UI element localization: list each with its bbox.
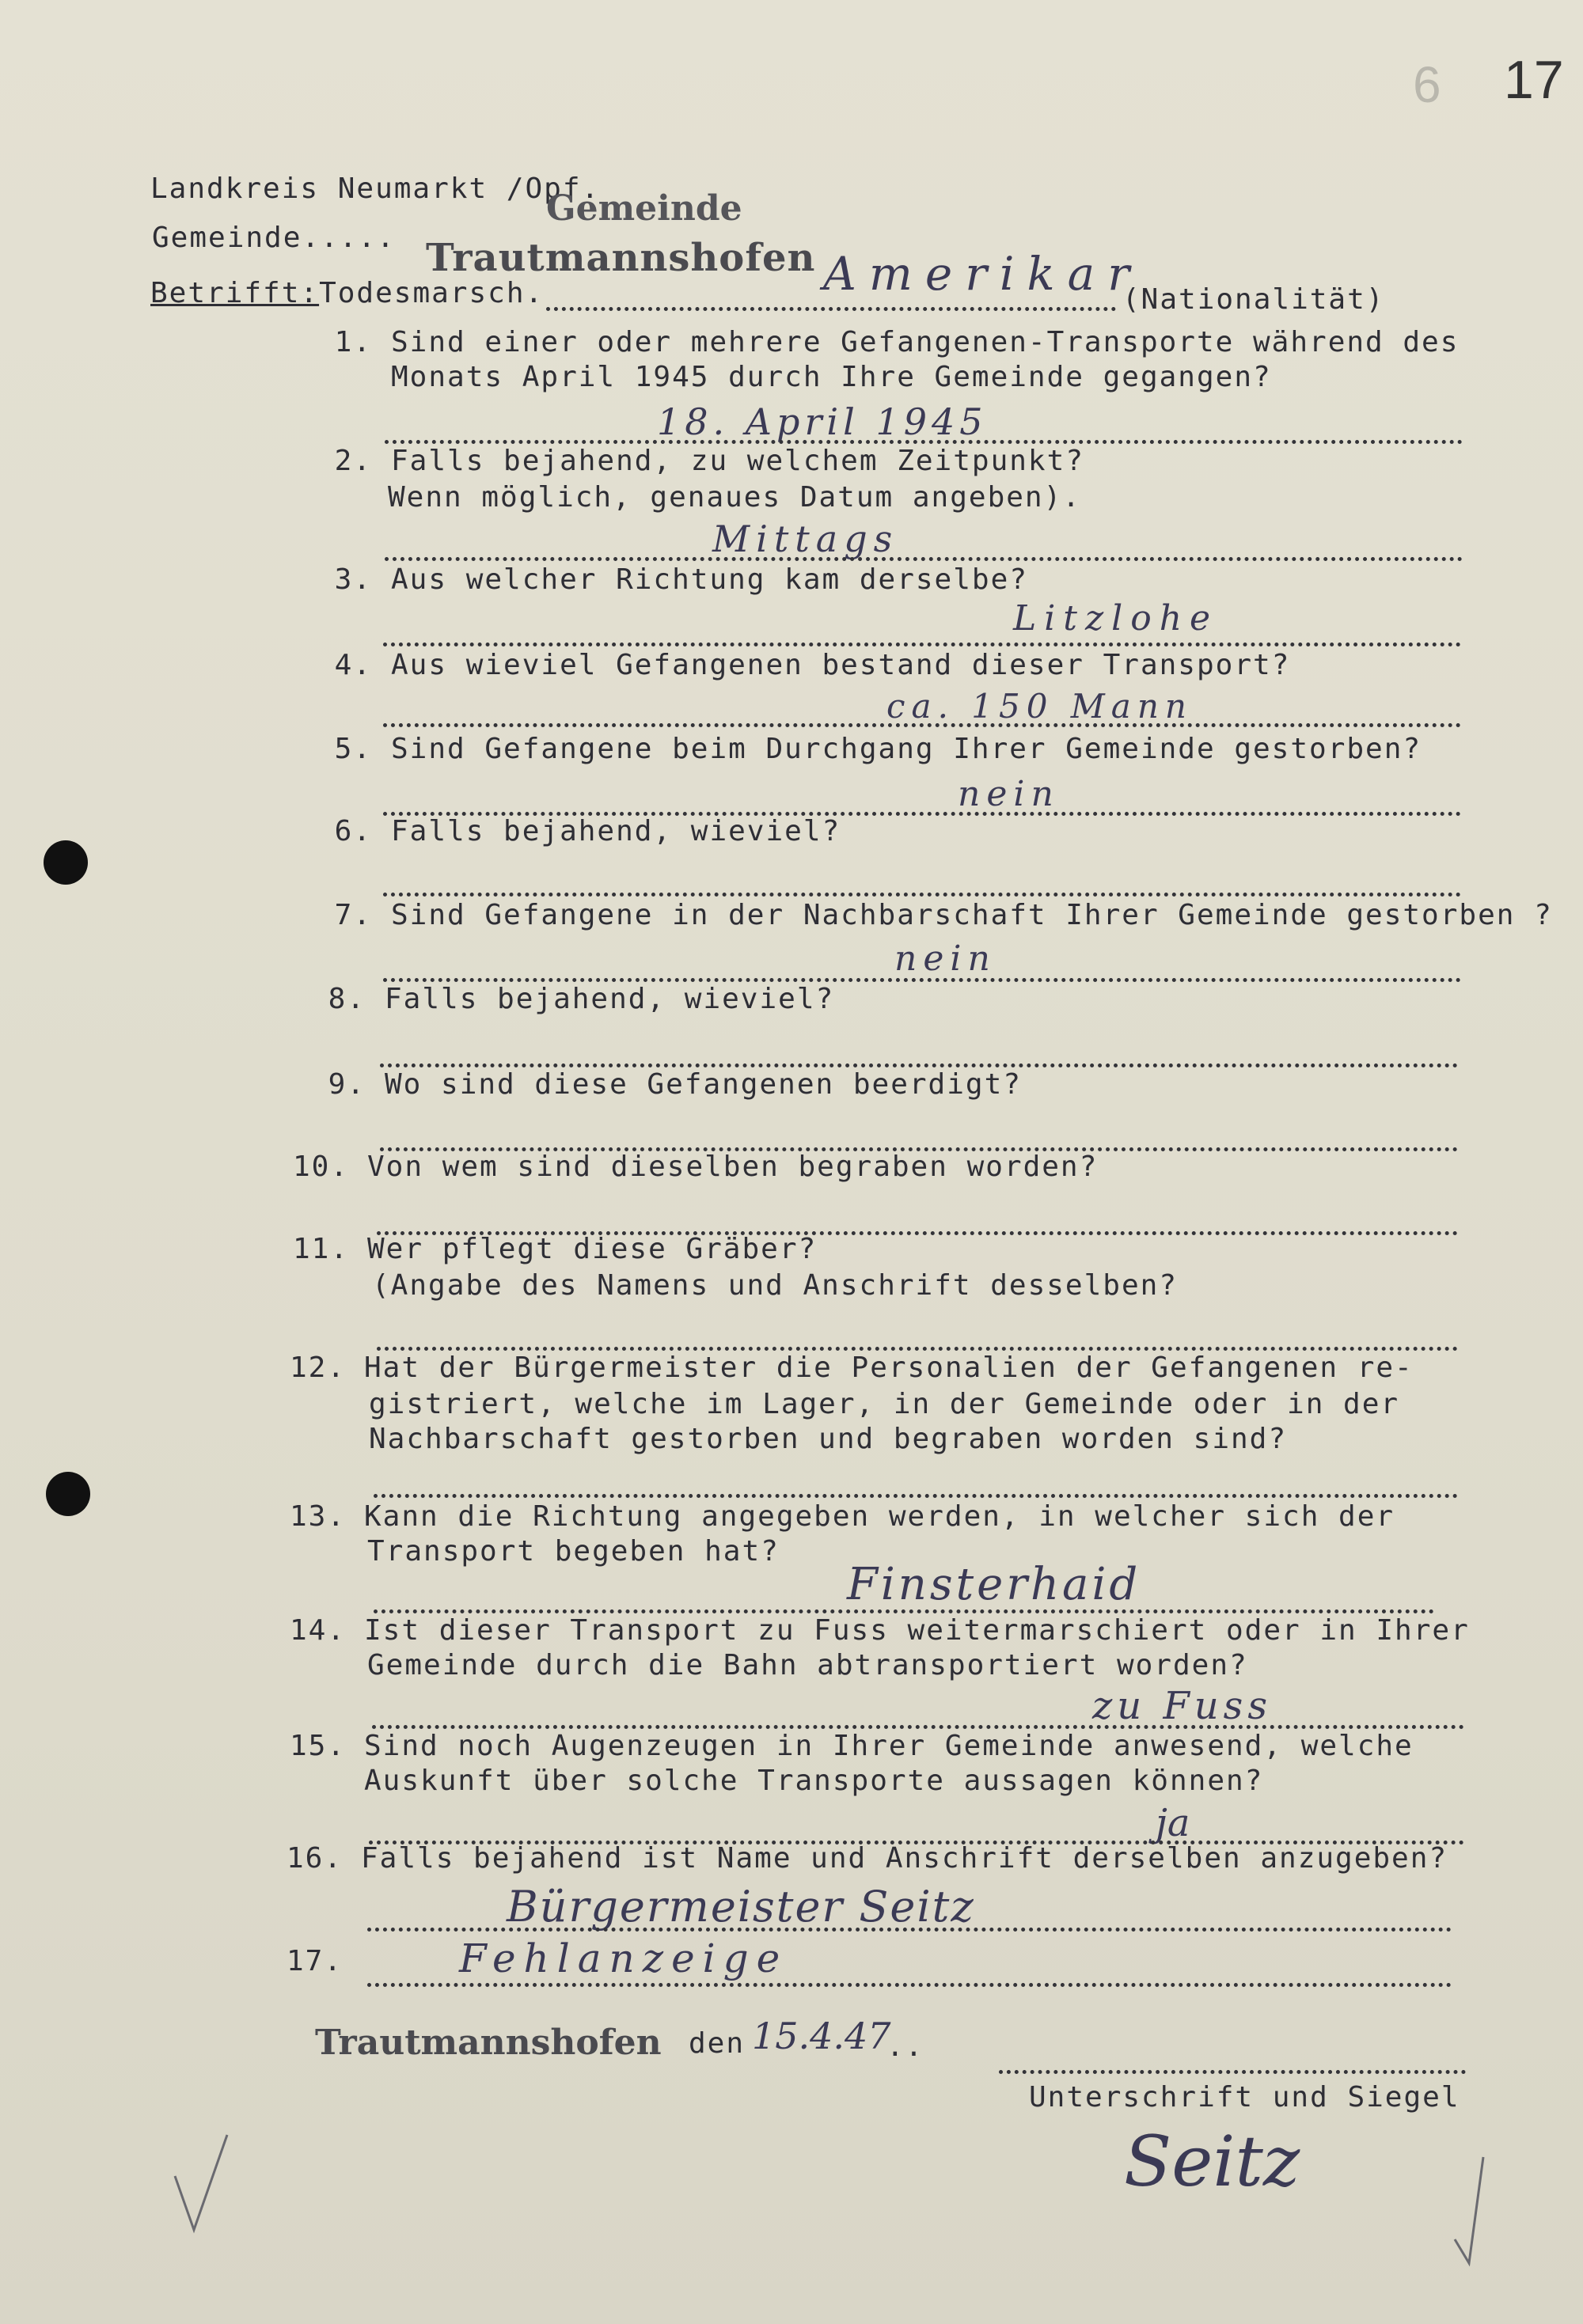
gemeinde-label: Gemeinde..... [152, 222, 396, 254]
question-4 [317, 649, 1290, 681]
question-text: Falls bejahend, wieviel? [391, 815, 841, 847]
question-11 [293, 1233, 817, 1265]
question-text: Sind noch Augenzeugen in Ihrer Gemeinde anwesend, welche [364, 1730, 1414, 1762]
answer-6-dotted-line [383, 893, 1461, 897]
question-number: 2. [334, 445, 372, 477]
answer-3: Litzlohe [1013, 598, 1219, 639]
question-number: 15. [290, 1730, 347, 1762]
answer-4-dotted-line [383, 723, 1461, 727]
question-5 [317, 733, 1422, 765]
place-stamp: Trautmannshofen [315, 2023, 662, 2063]
question-text: Falls bejahend ist Name und Anschrift derselben anzugeben? [361, 1842, 1448, 1875]
question-number: 3. [334, 563, 372, 596]
punch-hole-bottom [46, 1472, 90, 1516]
question-12-line-3: Nachbarschaft gestorben und begraben worden sind? [369, 1423, 1288, 1455]
betrifft-line [150, 277, 544, 309]
answer-16-dotted-line [367, 1928, 1452, 1932]
question-8 [310, 983, 834, 1015]
answer-8-dotted-line [380, 1063, 1458, 1067]
answer-1-dotted-line [385, 440, 1463, 444]
question-number: 12. [290, 1352, 347, 1384]
question-text: Hat der Bürgermeister die Personalien der Gefangenen re- [364, 1352, 1414, 1384]
page-number: 17 [1504, 50, 1564, 110]
question-7 [317, 899, 1553, 931]
question-number: 1. [334, 326, 372, 358]
question-11-line-2: (Angabe des Namens und Anschrift desselben? [372, 1269, 1178, 1302]
question-12 [290, 1352, 1414, 1384]
question-2-line-2: Wenn möglich, genaues Datum angeben). [388, 481, 1081, 514]
answer-16: Bürgermeister Seitz [507, 1882, 975, 1932]
question-text: Wer pflegt diese Gräber? [367, 1233, 818, 1265]
answer-7: nein [894, 938, 996, 979]
question-number: 14. [290, 1614, 347, 1647]
gemeinde-stamp-top: Gemeinde [546, 188, 742, 229]
question-number: 7. [334, 899, 372, 931]
check-mark-left-icon [170, 2129, 233, 2239]
question-text: Falls bejahend, zu welchem Zeitpunkt? [391, 445, 1084, 477]
answer-7-dotted-line [383, 978, 1461, 982]
question-10 [293, 1151, 1098, 1183]
question-1 [317, 326, 1459, 358]
nationality-answer: Amerikar [823, 247, 1142, 301]
question-number: 9. [328, 1068, 366, 1101]
question-15-line-2: Auskunft über solche Transporte aussagen können? [364, 1765, 1264, 1797]
signature-dotted-line [999, 2070, 1466, 2074]
punch-hole-top [44, 840, 88, 885]
question-9 [310, 1068, 1022, 1101]
den-label: den [689, 2027, 746, 2060]
answer-2-dotted-line [385, 557, 1463, 561]
check-mark-right-icon [1448, 2152, 1496, 2271]
question-text: Falls bejahend, wieviel? [385, 983, 835, 1015]
answer-13: Finsterhaid [847, 1559, 1141, 1610]
answer-15: ja [1156, 1801, 1190, 1845]
gemeinde-stamp-name: Trautmannshofen [426, 236, 816, 280]
answer-2: Mittags [712, 517, 899, 560]
betrifft-label: Betrifft: [150, 277, 320, 309]
answer-13-dotted-line [374, 1609, 1434, 1613]
date-trailing-dots: .. [886, 2030, 924, 2063]
signature-label: Unterschrift und Siegel [1029, 2081, 1460, 2114]
question-12-line-2: gistriert, welche im Lager, in der Gemeinde oder in der [369, 1388, 1400, 1420]
answer-11-dotted-line [377, 1347, 1458, 1351]
answer-5: nein [958, 774, 1060, 814]
question-text: Sind Gefangene in der Nachbarschaft Ihrer Gemeinde gestorben ? [391, 899, 1553, 931]
question-16 [287, 1842, 1448, 1875]
question-text: Ist dieser Transport zu Fuss weitermarschiert oder in Ihrer [364, 1614, 1470, 1647]
nationality-dotted-line [546, 307, 1116, 311]
answer-17-dotted-line [367, 1983, 1452, 1987]
question-15 [290, 1730, 1414, 1762]
question-number: 10. [293, 1151, 350, 1183]
question-number: 5. [334, 733, 372, 765]
answer-3-dotted-line [383, 643, 1461, 646]
answer-14-dotted-line [372, 1725, 1464, 1729]
answer-4: ca. 150 Mann [886, 687, 1193, 726]
answer-1: 18. April 1945 [657, 400, 988, 443]
signature: Seitz [1124, 2121, 1300, 2202]
question-number: 4. [334, 649, 372, 681]
question-13 [290, 1500, 1395, 1533]
question-14 [290, 1614, 1470, 1647]
question-number: 8. [328, 983, 366, 1015]
landkreis-line: Landkreis Neumarkt /Opf. [150, 172, 601, 205]
question-text: Wo sind diese Gefangenen beerdigt? [385, 1068, 1022, 1101]
question-number: 6. [334, 815, 372, 847]
pencil-page-mark: 6 [1413, 56, 1441, 113]
question-2 [317, 445, 1084, 477]
betrifft-value: Todesmarsch. [319, 277, 545, 309]
question-number: 13. [290, 1500, 347, 1533]
question-number: 11. [293, 1233, 350, 1265]
question-number: 16. [287, 1842, 344, 1875]
question-6 [317, 815, 841, 847]
answer-14: zu Fuss [1092, 1684, 1272, 1728]
question-text: Von wem sind dieselben begraben worden? [367, 1151, 1099, 1183]
question-13-line-2: Transport begeben hat? [367, 1535, 780, 1568]
question-3 [317, 563, 1028, 596]
question-text: Sind einer oder mehrere Gefangenen-Transporte während des [391, 326, 1460, 358]
date-handwritten: 15.4.47 [752, 2015, 891, 2057]
question-text: Sind Gefangene beim Durchgang Ihrer Gemeinde gestorben? [391, 733, 1422, 765]
answer-17: Fehlanzeige [459, 1935, 788, 1981]
question-14-line-2: Gemeinde durch die Bahn abtransportiert worden? [367, 1649, 1248, 1681]
question-number: 17. [287, 1945, 344, 1977]
question-1-line-2: Monats April 1945 durch Ihre Gemeinde gegangen? [391, 361, 1272, 393]
question-17 [287, 1945, 361, 1977]
answer-12-dotted-line [374, 1494, 1458, 1498]
nationality-label: (Nationalität) [1122, 283, 1385, 316]
question-text: Aus welcher Richtung kam derselbe? [391, 563, 1028, 596]
question-text: Kann die Richtung angegeben werden, in welcher sich der [364, 1500, 1395, 1533]
question-text: Aus wieviel Gefangenen bestand dieser Transport? [391, 649, 1291, 681]
